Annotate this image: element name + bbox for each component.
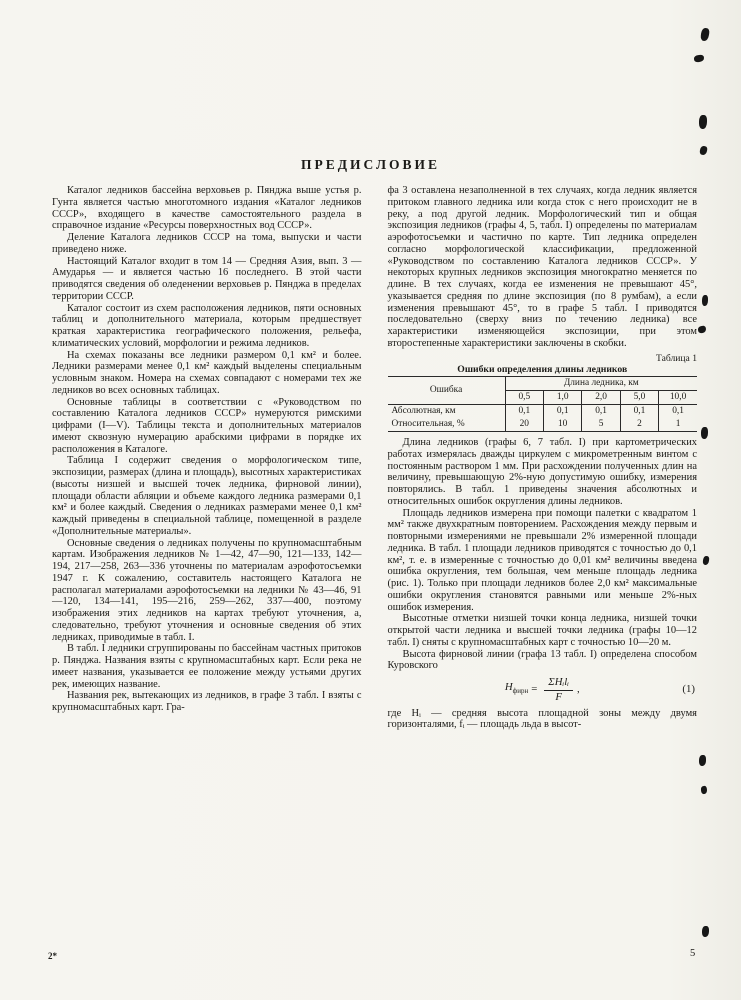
paragraph: Длина ледников (графы 6, 7 табл. I) при картометрических работах измерялась дважды циркулем с микрометренным винтом с постоянным раствором 1 мм. При расхождении полученных длин на величину, превышающую 2%-ную допустимую ошибку, измерения повторялись. В табл. 1 приведены значения абсолютных и относительных ошибок округления длины ледников. <box>387 437 697 507</box>
scan-artifact <box>702 556 709 566</box>
table-length-header: 10,0 <box>659 391 697 405</box>
formula-lhs: $Н_{фирн}$ <box>504 681 529 696</box>
scan-artifact <box>699 145 708 155</box>
table-cell: 5 <box>582 418 620 432</box>
paragraph: Настоящий Каталог входит в том 14 — Средняя Азия, вып. 3 — Амударья — и является частью 16 последнего. В этой части приводятся сведения об оледенении верховьев р. Пянджа в пределах территории СССР. <box>52 255 362 302</box>
table-length-header: 0,5 <box>518 392 531 402</box>
table-span-header: Длина ледника, км <box>505 377 697 391</box>
table-cell: 10 <box>543 418 581 432</box>
table-length-header: 2,0 <box>582 391 620 405</box>
scan-artifact <box>702 295 708 306</box>
table-cell: 0,1 <box>543 405 581 419</box>
paragraph: Высота фирновой линии (графа 13 табл. I) определена способом Куровского <box>387 648 697 672</box>
table-cell: 0,1 <box>582 405 620 419</box>
paragraph: В табл. I ледники сгруппированы по бассейнам частных притоков р. Пянджа. Названия взяты с крупномасштабных карт. Если река не имеет названия, указывается ее положение между устьями других рек, имеющих название. <box>52 643 362 690</box>
errors-table <box>388 376 698 432</box>
table-corner-header: Ошибка <box>388 377 506 405</box>
paragraph: Основные сведения о ледниках получены по крупномасштабным картам. Изображения ледников № 1—42, 47—90, 121—133, 142—194, 217—258, 263—336 уточнены по материалам аэрофотосъемки 1947 г. К сожалению, составитель настоящего Каталога не располагал материалами аэрофотосъемки на ледники № 43—46, 91—120, 134—141, 195—216, 259—262, 337—400, поэтому изображения этих ледников на картах требуют уточнения, а, следовательно, требуют уточнения и основные сведения об этих ледниках, приводимые в табл. I. <box>52 537 362 643</box>
table-cell: 1 <box>659 418 697 432</box>
table-row-label: Абсолютная, км <box>388 405 506 419</box>
paragraph: Высотные отметки низшей точки конца ледника, низшей точки открытой части ледника и высшей точки ледника (графы 10—12 табл. I) сняты с крупномасштабных карт с точностью 10—20 м. <box>387 613 697 648</box>
paragraph: Основные таблицы в соответствии с «Руководством по составлению Каталога ледников СССР» нумеруются римскими цифрами (I—V). Таблицы текста и дополнительных материалов имеют сквозную нумерацию арабскими цифрами в порядке их расположения в Каталоге. <box>52 396 362 455</box>
table-title: Ошибки определения длины ледников <box>457 364 628 376</box>
paragraph: фа 3 оставлена незаполненной в тех случаях, когда ледник является притоком главного ледника или когда сток с него происходит не в реку, а под другой ледник. Морфологический тип и общая экспозиция ледников (графы 4, 5, табл. I) определены по материалам аэрофотосъемки и частично по карте. Тип ледника определен согласно морфологической классификации, предложенной «Руководством по составлению Каталога ледников СССР». У некоторых крупных ледников экспозиция многократно меняется по длине. В тех случаях, когда ее изменения не превышают 45°, указывается средняя по длине экспозиция (по 8 румбам), а если изменения превышают 45°, то в графе 5 табл. I приводятся последовательно (сверху вниз по течению ледника) все характеристики изменяющейся экспозиции, при этом второстепенные характеристики заключены в скобки. <box>387 185 697 349</box>
page-number: 5 <box>690 948 696 959</box>
table-cell: 0,1 <box>659 405 697 419</box>
scan-artifact <box>700 786 707 795</box>
formula-comma: , <box>576 683 580 696</box>
paragraph: На схемах показаны все ледники размером 0,1 км² и более. Ледники размерами менее 0,1 км² каждый выделены специальным условным знаком. Номера на схемах совпадают с номерами тех же ледников во всех основных таблицах. <box>52 349 362 396</box>
table-length-header: 5,0 <box>620 391 658 405</box>
scan-artifact <box>701 427 708 439</box>
table-label: Таблица 1 <box>655 352 697 364</box>
paragraph: Таблица I содержит сведения о морфологическом типе, экспозиции, размерах (длина и площадь), высотных характеристиках (высоты низшей и высшей точек ледника, фирновой линии), площади области абляции и объеме каждого ледника размерами 0,1 км² и более каждый. Сведения о ледниках размерами менее 0,1 км² каждый приведены в специальной таблице, помещенной в разделе «Дополнительные материалы». <box>52 455 362 537</box>
right-column <box>388 185 698 731</box>
table-row-label: Относительная, % <box>388 418 506 432</box>
kurowski-formula <box>388 677 698 704</box>
equation-number: (1) <box>682 683 695 696</box>
scan-artifact <box>700 28 710 42</box>
table-length-header: 1,0 <box>543 391 581 405</box>
scan-artifact <box>702 926 709 937</box>
table-cell: 0,1 <box>620 405 658 419</box>
table-cell: 0,1 <box>505 405 543 419</box>
paragraph: Каталог состоит из схем расположения ледников, пяти основных таблиц и дополнительного материала, которым предшествует краткая характеристика географического положения, рельефа, климатических условий, морфологии и режима ледников. <box>52 302 362 349</box>
scan-artifact <box>694 54 705 62</box>
page-title: ПРЕДИСЛОВИЕ <box>300 157 441 172</box>
paragraph: Площадь ледников измерена при помощи палетки с квадратом 1 мм² также двухкратным повторением. Расхождения между первым и повторными измерениями не превышали 2% измеренной площади ледника. В табл. 1 площади ледников приводятся с точностью до 0,1 км², т. е. в измеренные с точностью до 0,01 км² величины введена ошибка округления, тем большая, чем меньше площадь ледника (рис. 1). Только при площади ледников более 2,0 км² максимальные ошибки округления становятся равными или меньше 2%-ных ошибок измерения. <box>387 507 697 613</box>
paragraph: Названия рек, вытекающих из ледников, в графе 3 табл. I взяты с крупномасштабных карт. Гра- <box>52 690 362 713</box>
left-column <box>52 185 362 731</box>
text-columns <box>52 185 697 731</box>
scan-artifact <box>697 325 706 333</box>
paragraph: где Нᵢ — средняя высота площадной зоны между двумя горизонталями, fᵢ — площадь льда в высот- <box>387 707 697 731</box>
scan-artifact <box>699 755 706 766</box>
table-cell: 20 <box>505 418 543 432</box>
paragraph: Каталог ледников бассейна верховьев р. Пянджа выше устья р. Гунта является частью многотомного издания «Каталог ледников СССР», входящего в качестве самостоятельного раздела в справочное издание «Ресурсы поверхностных вод СССР». <box>52 185 362 232</box>
table-block <box>388 353 698 433</box>
formula-equals: = <box>531 683 538 696</box>
scan-artifact <box>699 115 707 129</box>
signature-mark: 2* <box>48 951 57 961</box>
formula-fraction: $\frac{\text{ΣНᵢlᵢ}}{F}$ <box>544 677 573 704</box>
table-cell: 2 <box>620 418 658 432</box>
paragraph: Деление Каталога ледников СССР на тома, выпуски и части приведено ниже. <box>52 232 362 255</box>
